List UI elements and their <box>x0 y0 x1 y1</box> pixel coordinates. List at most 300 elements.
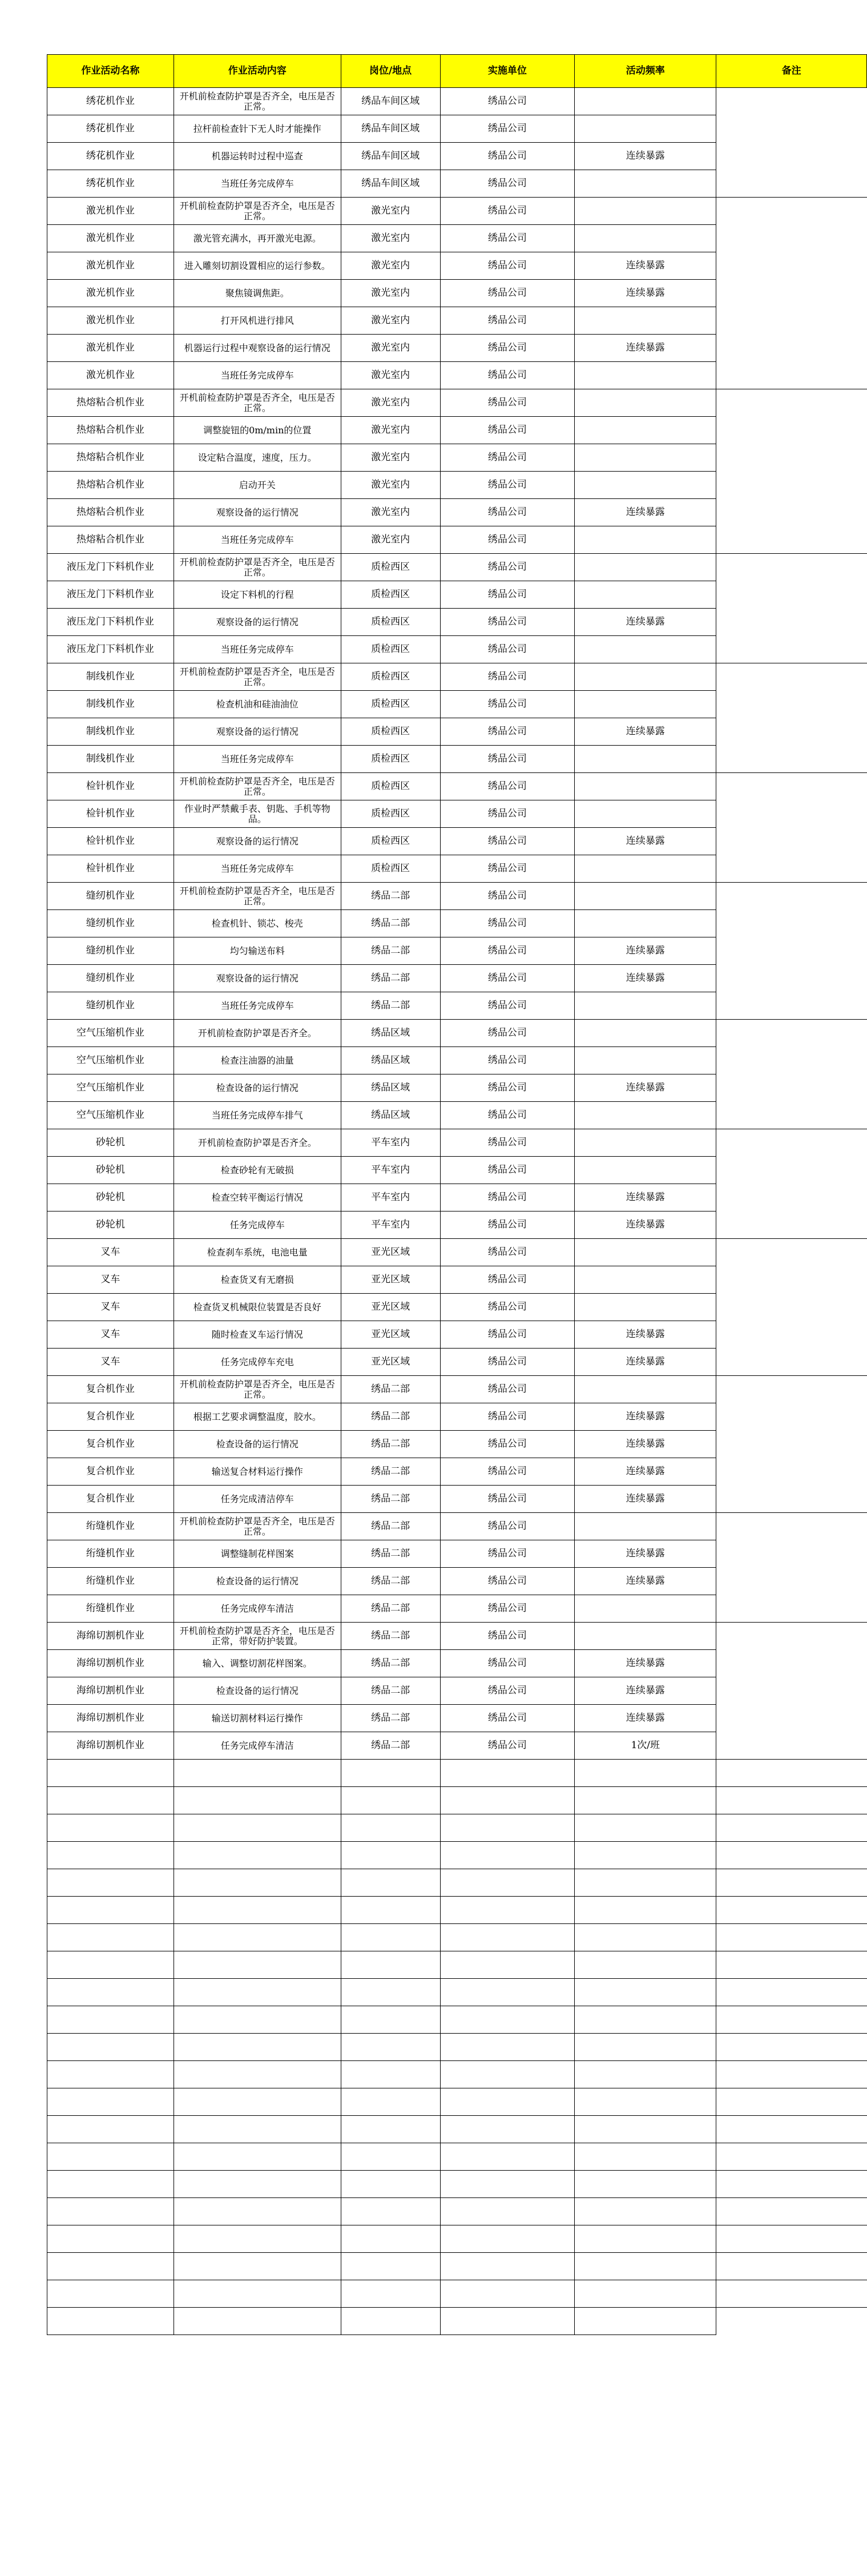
cell-unit[interactable]: 绣品公司 <box>440 1595 575 1623</box>
cell-remarks[interactable] <box>716 1568 867 1595</box>
cell-activity-name[interactable]: 液压龙门下料机作业 <box>47 581 174 609</box>
cell-unit[interactable]: 绣品公司 <box>440 280 575 307</box>
empty-cell[interactable] <box>174 1924 341 1951</box>
cell-activity-name[interactable]: 缝纫机作业 <box>47 910 174 937</box>
cell-location[interactable]: 绣品二部 <box>341 1403 440 1431</box>
cell-frequency[interactable] <box>575 225 716 252</box>
cell-activity-content[interactable]: 当班任务完成停车 <box>174 992 341 1020</box>
cell-activity-content[interactable]: 检查设备的运行情况 <box>174 1677 341 1705</box>
cell-activity-name[interactable]: 海绵切割机作业 <box>47 1677 174 1705</box>
cell-unit[interactable]: 绣品公司 <box>440 609 575 636</box>
cell-activity-content[interactable]: 开机前检查防护罩是否齐全，电压是否正常。 <box>174 198 341 225</box>
empty-cell[interactable] <box>716 2253 867 2280</box>
cell-unit[interactable]: 绣品公司 <box>440 1074 575 1102</box>
cell-unit[interactable]: 绣品公司 <box>440 1705 575 1732</box>
cell-activity-name[interactable]: 绗缝机作业 <box>47 1513 174 1540</box>
empty-cell[interactable] <box>716 1814 867 1842</box>
cell-activity-name[interactable]: 制线机作业 <box>47 718 174 746</box>
empty-cell[interactable] <box>174 2116 341 2143</box>
cell-frequency[interactable] <box>575 1239 716 1266</box>
cell-frequency[interactable] <box>575 389 716 417</box>
cell-remarks[interactable] <box>716 225 867 252</box>
cell-unit[interactable]: 绣品公司 <box>440 855 575 883</box>
empty-cell[interactable] <box>174 1951 341 1979</box>
empty-cell[interactable] <box>716 1924 867 1951</box>
empty-cell[interactable] <box>575 2143 716 2171</box>
cell-activity-content[interactable]: 启动开关 <box>174 472 341 499</box>
cell-activity-content[interactable]: 开机前检查防护罩是否齐全，电压是否正常。 <box>174 1513 341 1540</box>
cell-activity-content[interactable]: 作业时严禁戴手表、钥匙、手机等物品。 <box>174 800 341 828</box>
empty-cell[interactable] <box>575 1787 716 1814</box>
cell-activity-name[interactable]: 绣花机作业 <box>47 115 174 143</box>
empty-cell[interactable] <box>440 1924 575 1951</box>
cell-activity-name[interactable]: 液压龙门下料机作业 <box>47 636 174 663</box>
cell-unit[interactable]: 绣品公司 <box>440 800 575 828</box>
cell-activity-name[interactable]: 叉车 <box>47 1321 174 1349</box>
cell-activity-content[interactable]: 机器运行过程中观察设备的运行情况 <box>174 335 341 362</box>
cell-activity-content[interactable]: 开机前检查防护罩是否齐全。 <box>174 1129 341 1157</box>
cell-remarks[interactable] <box>716 88 867 115</box>
empty-cell[interactable] <box>47 1979 174 2006</box>
cell-activity-content[interactable]: 检查刹车系统，电池电量 <box>174 1239 341 1266</box>
cell-location[interactable]: 绣品车间区域 <box>341 88 440 115</box>
empty-cell[interactable] <box>47 2253 174 2280</box>
cell-remarks[interactable] <box>716 691 867 718</box>
cell-activity-name[interactable]: 检针机作业 <box>47 855 174 883</box>
cell-activity-content[interactable]: 当班任务完成停车 <box>174 526 341 554</box>
empty-cell[interactable] <box>174 2143 341 2171</box>
cell-unit[interactable]: 绣品公司 <box>440 663 575 691</box>
empty-cell[interactable] <box>47 2198 174 2225</box>
cell-remarks[interactable] <box>716 1157 867 1184</box>
empty-cell[interactable] <box>440 2143 575 2171</box>
cell-remarks[interactable] <box>716 663 867 691</box>
cell-unit[interactable]: 绣品公司 <box>440 417 575 444</box>
empty-cell[interactable] <box>440 2116 575 2143</box>
cell-frequency[interactable] <box>575 307 716 335</box>
empty-cell[interactable] <box>341 2308 440 2335</box>
cell-location[interactable]: 激光室内 <box>341 499 440 526</box>
cell-unit[interactable]: 绣品公司 <box>440 1349 575 1376</box>
cell-location[interactable]: 激光室内 <box>341 198 440 225</box>
cell-unit[interactable]: 绣品公司 <box>440 1376 575 1403</box>
cell-activity-content[interactable]: 均匀输送布料 <box>174 937 341 965</box>
empty-cell[interactable] <box>716 1979 867 2006</box>
cell-unit[interactable]: 绣品公司 <box>440 1403 575 1431</box>
empty-cell[interactable] <box>575 2006 716 2034</box>
cell-activity-content[interactable]: 检查货叉机械限位装置是否良好 <box>174 1294 341 1321</box>
cell-location[interactable]: 绣品二部 <box>341 937 440 965</box>
empty-cell[interactable] <box>174 1979 341 2006</box>
cell-remarks[interactable] <box>716 1513 867 1540</box>
cell-remarks[interactable] <box>716 472 867 499</box>
cell-location[interactable]: 激光室内 <box>341 472 440 499</box>
cell-activity-content[interactable]: 检查货叉有无磨损 <box>174 1266 341 1294</box>
empty-cell[interactable] <box>440 1842 575 1869</box>
cell-location[interactable]: 平车室内 <box>341 1211 440 1239</box>
cell-activity-content[interactable]: 观察设备的运行情况 <box>174 499 341 526</box>
cell-frequency[interactable] <box>575 1157 716 1184</box>
cell-remarks[interactable] <box>716 1732 867 1760</box>
empty-cell[interactable] <box>575 2061 716 2088</box>
cell-frequency[interactable]: 连续暴露 <box>575 1677 716 1705</box>
cell-activity-content[interactable]: 输送复合材料运行操作 <box>174 1458 341 1486</box>
cell-remarks[interactable] <box>716 1540 867 1568</box>
empty-cell[interactable] <box>716 2088 867 2116</box>
empty-cell[interactable] <box>440 2225 575 2253</box>
empty-cell[interactable] <box>174 2088 341 2116</box>
cell-frequency[interactable] <box>575 746 716 773</box>
cell-activity-content[interactable]: 输入、调整切割花样图案。 <box>174 1650 341 1677</box>
cell-remarks[interactable] <box>716 1486 867 1513</box>
cell-frequency[interactable]: 连续暴露 <box>575 499 716 526</box>
empty-cell[interactable] <box>440 1869 575 1897</box>
cell-remarks[interactable] <box>716 1650 867 1677</box>
cell-unit[interactable]: 绣品公司 <box>440 1211 575 1239</box>
cell-unit[interactable]: 绣品公司 <box>440 1294 575 1321</box>
empty-cell[interactable] <box>47 2034 174 2061</box>
cell-location[interactable]: 绣品车间区域 <box>341 115 440 143</box>
cell-unit[interactable]: 绣品公司 <box>440 1239 575 1266</box>
cell-location[interactable]: 亚光区域 <box>341 1349 440 1376</box>
cell-remarks[interactable] <box>716 1266 867 1294</box>
cell-frequency[interactable]: 连续暴露 <box>575 1349 716 1376</box>
cell-activity-content[interactable]: 任务完成清洁停车 <box>174 1486 341 1513</box>
cell-frequency[interactable] <box>575 1513 716 1540</box>
empty-cell[interactable] <box>575 1869 716 1897</box>
cell-unit[interactable]: 绣品公司 <box>440 252 575 280</box>
cell-activity-content[interactable]: 检查设备的运行情况 <box>174 1431 341 1458</box>
cell-unit[interactable]: 绣品公司 <box>440 1184 575 1211</box>
empty-cell[interactable] <box>174 1814 341 1842</box>
cell-activity-content[interactable]: 当班任务完成停车 <box>174 362 341 389</box>
cell-frequency[interactable] <box>575 115 716 143</box>
cell-location[interactable]: 绣品二部 <box>341 1705 440 1732</box>
empty-cell[interactable] <box>716 2308 867 2335</box>
empty-cell[interactable] <box>440 2061 575 2088</box>
cell-activity-name[interactable]: 热熔粘合机作业 <box>47 526 174 554</box>
cell-frequency[interactable]: 连续暴露 <box>575 335 716 362</box>
cell-activity-content[interactable]: 开机前检查防护罩是否齐全，电压是否正常，带好防护装置。 <box>174 1623 341 1650</box>
empty-cell[interactable] <box>47 2225 174 2253</box>
empty-cell[interactable] <box>716 2225 867 2253</box>
cell-activity-name[interactable]: 空气压缩机作业 <box>47 1074 174 1102</box>
empty-cell[interactable] <box>440 2006 575 2034</box>
cell-frequency[interactable] <box>575 88 716 115</box>
cell-unit[interactable]: 绣品公司 <box>440 472 575 499</box>
cell-frequency[interactable] <box>575 910 716 937</box>
empty-cell[interactable] <box>47 2061 174 2088</box>
cell-frequency[interactable] <box>575 1266 716 1294</box>
cell-remarks[interactable] <box>716 1677 867 1705</box>
empty-cell[interactable] <box>716 1897 867 1924</box>
empty-cell[interactable] <box>716 2171 867 2198</box>
cell-frequency[interactable] <box>575 883 716 910</box>
cell-activity-name[interactable]: 绣花机作业 <box>47 143 174 170</box>
empty-cell[interactable] <box>341 2198 440 2225</box>
cell-remarks[interactable] <box>716 417 867 444</box>
cell-frequency[interactable]: 连续暴露 <box>575 828 716 855</box>
cell-frequency[interactable] <box>575 1376 716 1403</box>
empty-cell[interactable] <box>716 2280 867 2308</box>
cell-remarks[interactable] <box>716 800 867 828</box>
empty-cell[interactable] <box>575 2308 716 2335</box>
cell-activity-name[interactable]: 缝纫机作业 <box>47 883 174 910</box>
cell-unit[interactable]: 绣品公司 <box>440 773 575 800</box>
cell-frequency[interactable] <box>575 663 716 691</box>
cell-unit[interactable]: 绣品公司 <box>440 499 575 526</box>
cell-location[interactable]: 绣品二部 <box>341 1568 440 1595</box>
cell-remarks[interactable] <box>716 609 867 636</box>
cell-activity-name[interactable]: 激光机作业 <box>47 362 174 389</box>
empty-cell[interactable] <box>716 2116 867 2143</box>
empty-cell[interactable] <box>174 2308 341 2335</box>
empty-cell[interactable] <box>575 2034 716 2061</box>
cell-activity-name[interactable]: 热熔粘合机作业 <box>47 499 174 526</box>
cell-unit[interactable]: 绣品公司 <box>440 1732 575 1760</box>
cell-activity-name[interactable]: 制线机作业 <box>47 663 174 691</box>
cell-activity-name[interactable]: 绗缝机作业 <box>47 1540 174 1568</box>
cell-remarks[interactable] <box>716 1020 867 1047</box>
cell-unit[interactable]: 绣品公司 <box>440 691 575 718</box>
cell-activity-name[interactable]: 制线机作业 <box>47 746 174 773</box>
cell-remarks[interactable] <box>716 554 867 581</box>
empty-cell[interactable] <box>575 1842 716 1869</box>
cell-location[interactable]: 绣品二部 <box>341 1677 440 1705</box>
cell-remarks[interactable] <box>716 965 867 992</box>
empty-cell[interactable] <box>440 1897 575 1924</box>
cell-remarks[interactable] <box>716 1074 867 1102</box>
empty-cell[interactable] <box>47 1760 174 1787</box>
cell-activity-name[interactable]: 空气压缩机作业 <box>47 1102 174 1129</box>
cell-frequency[interactable]: 连续暴露 <box>575 280 716 307</box>
cell-location[interactable]: 绣品二部 <box>341 1513 440 1540</box>
cell-activity-name[interactable]: 砂轮机 <box>47 1157 174 1184</box>
empty-cell[interactable] <box>716 2198 867 2225</box>
cell-remarks[interactable] <box>716 992 867 1020</box>
empty-cell[interactable] <box>174 2225 341 2253</box>
cell-unit[interactable]: 绣品公司 <box>440 1486 575 1513</box>
cell-unit[interactable]: 绣品公司 <box>440 335 575 362</box>
empty-cell[interactable] <box>174 2006 341 2034</box>
empty-cell[interactable] <box>174 2034 341 2061</box>
cell-activity-name[interactable]: 复合机作业 <box>47 1431 174 1458</box>
cell-frequency[interactable]: 连续暴露 <box>575 143 716 170</box>
cell-frequency[interactable] <box>575 691 716 718</box>
cell-location[interactable]: 亚光区域 <box>341 1321 440 1349</box>
cell-unit[interactable]: 绣品公司 <box>440 883 575 910</box>
empty-cell[interactable] <box>341 2116 440 2143</box>
cell-frequency[interactable]: 连续暴露 <box>575 937 716 965</box>
cell-frequency[interactable]: 连续暴露 <box>575 1074 716 1102</box>
cell-activity-name[interactable]: 激光机作业 <box>47 307 174 335</box>
cell-location[interactable]: 绣品车间区域 <box>341 170 440 198</box>
cell-location[interactable]: 绣品二部 <box>341 883 440 910</box>
cell-activity-content[interactable]: 检查设备的运行情况 <box>174 1074 341 1102</box>
cell-location[interactable]: 绣品二部 <box>341 992 440 1020</box>
cell-frequency[interactable] <box>575 1102 716 1129</box>
cell-unit[interactable]: 绣品公司 <box>440 1157 575 1184</box>
cell-unit[interactable]: 绣品公司 <box>440 1650 575 1677</box>
cell-activity-content[interactable]: 任务完成停车充电 <box>174 1349 341 1376</box>
empty-cell[interactable] <box>174 1897 341 1924</box>
cell-activity-content[interactable]: 开机前检查防护罩是否齐全，电压是否正常。 <box>174 389 341 417</box>
cell-remarks[interactable] <box>716 307 867 335</box>
cell-activity-name[interactable]: 海绵切割机作业 <box>47 1705 174 1732</box>
empty-cell[interactable] <box>440 1979 575 2006</box>
empty-cell[interactable] <box>440 1814 575 1842</box>
cell-activity-content[interactable]: 检查砂轮有无破损 <box>174 1157 341 1184</box>
cell-remarks[interactable] <box>716 828 867 855</box>
cell-frequency[interactable]: 连续暴露 <box>575 1403 716 1431</box>
empty-cell[interactable] <box>341 1869 440 1897</box>
empty-cell[interactable] <box>575 1760 716 1787</box>
cell-frequency[interactable]: 连续暴露 <box>575 1568 716 1595</box>
cell-unit[interactable]: 绣品公司 <box>440 910 575 937</box>
cell-activity-name[interactable]: 检针机作业 <box>47 800 174 828</box>
cell-location[interactable]: 质检西区 <box>341 609 440 636</box>
cell-remarks[interactable] <box>716 1623 867 1650</box>
cell-activity-content[interactable]: 开机前检查防护罩是否齐全，电压是否正常。 <box>174 88 341 115</box>
empty-cell[interactable] <box>575 1951 716 1979</box>
cell-activity-content[interactable]: 开机前检查防护罩是否齐全，电压是否正常。 <box>174 773 341 800</box>
cell-frequency[interactable] <box>575 1294 716 1321</box>
cell-unit[interactable]: 绣品公司 <box>440 1458 575 1486</box>
cell-unit[interactable]: 绣品公司 <box>440 225 575 252</box>
cell-remarks[interactable] <box>716 1294 867 1321</box>
empty-cell[interactable] <box>440 2253 575 2280</box>
empty-cell[interactable] <box>341 1924 440 1951</box>
empty-cell[interactable] <box>716 1787 867 1814</box>
cell-activity-name[interactable]: 激光机作业 <box>47 252 174 280</box>
cell-location[interactable]: 亚光区域 <box>341 1239 440 1266</box>
cell-unit[interactable]: 绣品公司 <box>440 1047 575 1074</box>
empty-cell[interactable] <box>575 1924 716 1951</box>
cell-location[interactable]: 亚光区域 <box>341 1294 440 1321</box>
empty-cell[interactable] <box>47 2116 174 2143</box>
cell-location[interactable]: 绣品二部 <box>341 1486 440 1513</box>
cell-location[interactable]: 亚光区域 <box>341 1266 440 1294</box>
cell-unit[interactable]: 绣品公司 <box>440 1321 575 1349</box>
cell-frequency[interactable] <box>575 855 716 883</box>
cell-location[interactable]: 激光室内 <box>341 389 440 417</box>
cell-activity-content[interactable]: 当班任务完成停车 <box>174 746 341 773</box>
cell-frequency[interactable] <box>575 417 716 444</box>
cell-activity-content[interactable]: 聚焦镜调焦距。 <box>174 280 341 307</box>
empty-cell[interactable] <box>341 1814 440 1842</box>
empty-cell[interactable] <box>47 1869 174 1897</box>
cell-activity-content[interactable]: 任务完成停车清洁 <box>174 1732 341 1760</box>
cell-remarks[interactable] <box>716 1102 867 1129</box>
empty-cell[interactable] <box>575 2198 716 2225</box>
empty-cell[interactable] <box>341 2034 440 2061</box>
empty-cell[interactable] <box>47 2143 174 2171</box>
empty-cell[interactable] <box>47 1897 174 1924</box>
cell-frequency[interactable] <box>575 170 716 198</box>
empty-cell[interactable] <box>47 1842 174 1869</box>
empty-cell[interactable] <box>341 2225 440 2253</box>
cell-remarks[interactable] <box>716 1184 867 1211</box>
cell-unit[interactable]: 绣品公司 <box>440 198 575 225</box>
cell-unit[interactable]: 绣品公司 <box>440 1513 575 1540</box>
cell-remarks[interactable] <box>716 444 867 472</box>
empty-cell[interactable] <box>716 2061 867 2088</box>
cell-remarks[interactable] <box>716 773 867 800</box>
cell-location[interactable]: 绣品二部 <box>341 1431 440 1458</box>
cell-unit[interactable]: 绣品公司 <box>440 170 575 198</box>
cell-activity-name[interactable]: 缝纫机作业 <box>47 965 174 992</box>
header-activity-content[interactable]: 作业活动内容 <box>174 55 341 88</box>
cell-location[interactable]: 激光室内 <box>341 362 440 389</box>
cell-activity-content[interactable]: 调整缝制花样图案 <box>174 1540 341 1568</box>
cell-remarks[interactable] <box>716 883 867 910</box>
empty-cell[interactable] <box>341 2253 440 2280</box>
empty-cell[interactable] <box>440 2088 575 2116</box>
cell-activity-name[interactable]: 复合机作业 <box>47 1403 174 1431</box>
cell-activity-content[interactable]: 调整旋钮的0m/min的位置 <box>174 417 341 444</box>
cell-activity-name[interactable]: 绣花机作业 <box>47 170 174 198</box>
cell-activity-name[interactable]: 砂轮机 <box>47 1211 174 1239</box>
empty-cell[interactable] <box>174 2280 341 2308</box>
empty-cell[interactable] <box>575 2088 716 2116</box>
cell-unit[interactable]: 绣品公司 <box>440 1129 575 1157</box>
cell-location[interactable]: 绣品二部 <box>341 1650 440 1677</box>
cell-frequency[interactable]: 连续暴露 <box>575 1486 716 1513</box>
cell-activity-name[interactable]: 空气压缩机作业 <box>47 1047 174 1074</box>
cell-activity-content[interactable]: 根据工艺要求调整温度，胶水。 <box>174 1403 341 1431</box>
cell-activity-content[interactable]: 当班任务完成停车 <box>174 170 341 198</box>
cell-location[interactable]: 质检西区 <box>341 828 440 855</box>
cell-activity-content[interactable]: 机器运转时过程中巡查 <box>174 143 341 170</box>
cell-activity-content[interactable]: 设定下料机的行程 <box>174 581 341 609</box>
cell-location[interactable]: 绣品区域 <box>341 1047 440 1074</box>
cell-activity-name[interactable]: 液压龙门下料机作业 <box>47 554 174 581</box>
cell-frequency[interactable]: 连续暴露 <box>575 609 716 636</box>
empty-cell[interactable] <box>341 1787 440 1814</box>
cell-activity-content[interactable]: 检查机针、锁芯、梭壳 <box>174 910 341 937</box>
cell-frequency[interactable]: 连续暴露 <box>575 1321 716 1349</box>
cell-location[interactable]: 绣品二部 <box>341 1376 440 1403</box>
cell-activity-name[interactable]: 激光机作业 <box>47 280 174 307</box>
cell-activity-name[interactable]: 海绵切割机作业 <box>47 1623 174 1650</box>
cell-activity-content[interactable]: 开机前检查防护罩是否齐全，电压是否正常。 <box>174 1376 341 1403</box>
cell-frequency[interactable]: 连续暴露 <box>575 1540 716 1568</box>
empty-cell[interactable] <box>575 2171 716 2198</box>
cell-remarks[interactable] <box>716 910 867 937</box>
cell-remarks[interactable] <box>716 1129 867 1157</box>
cell-frequency[interactable] <box>575 1623 716 1650</box>
cell-frequency[interactable] <box>575 1047 716 1074</box>
cell-remarks[interactable] <box>716 1376 867 1403</box>
empty-cell[interactable] <box>47 1787 174 1814</box>
empty-cell[interactable] <box>440 1951 575 1979</box>
cell-remarks[interactable] <box>716 143 867 170</box>
cell-remarks[interactable] <box>716 526 867 554</box>
empty-cell[interactable] <box>341 1760 440 1787</box>
cell-location[interactable]: 绣品二部 <box>341 1732 440 1760</box>
cell-location[interactable]: 激光室内 <box>341 444 440 472</box>
cell-frequency[interactable] <box>575 800 716 828</box>
cell-activity-name[interactable]: 缝纫机作业 <box>47 992 174 1020</box>
cell-location[interactable]: 质检西区 <box>341 718 440 746</box>
cell-activity-name[interactable]: 复合机作业 <box>47 1376 174 1403</box>
cell-location[interactable]: 激光室内 <box>341 526 440 554</box>
cell-remarks[interactable] <box>716 1403 867 1431</box>
cell-remarks[interactable] <box>716 115 867 143</box>
empty-cell[interactable] <box>47 2006 174 2034</box>
empty-cell[interactable] <box>47 1951 174 1979</box>
cell-remarks[interactable] <box>716 1595 867 1623</box>
